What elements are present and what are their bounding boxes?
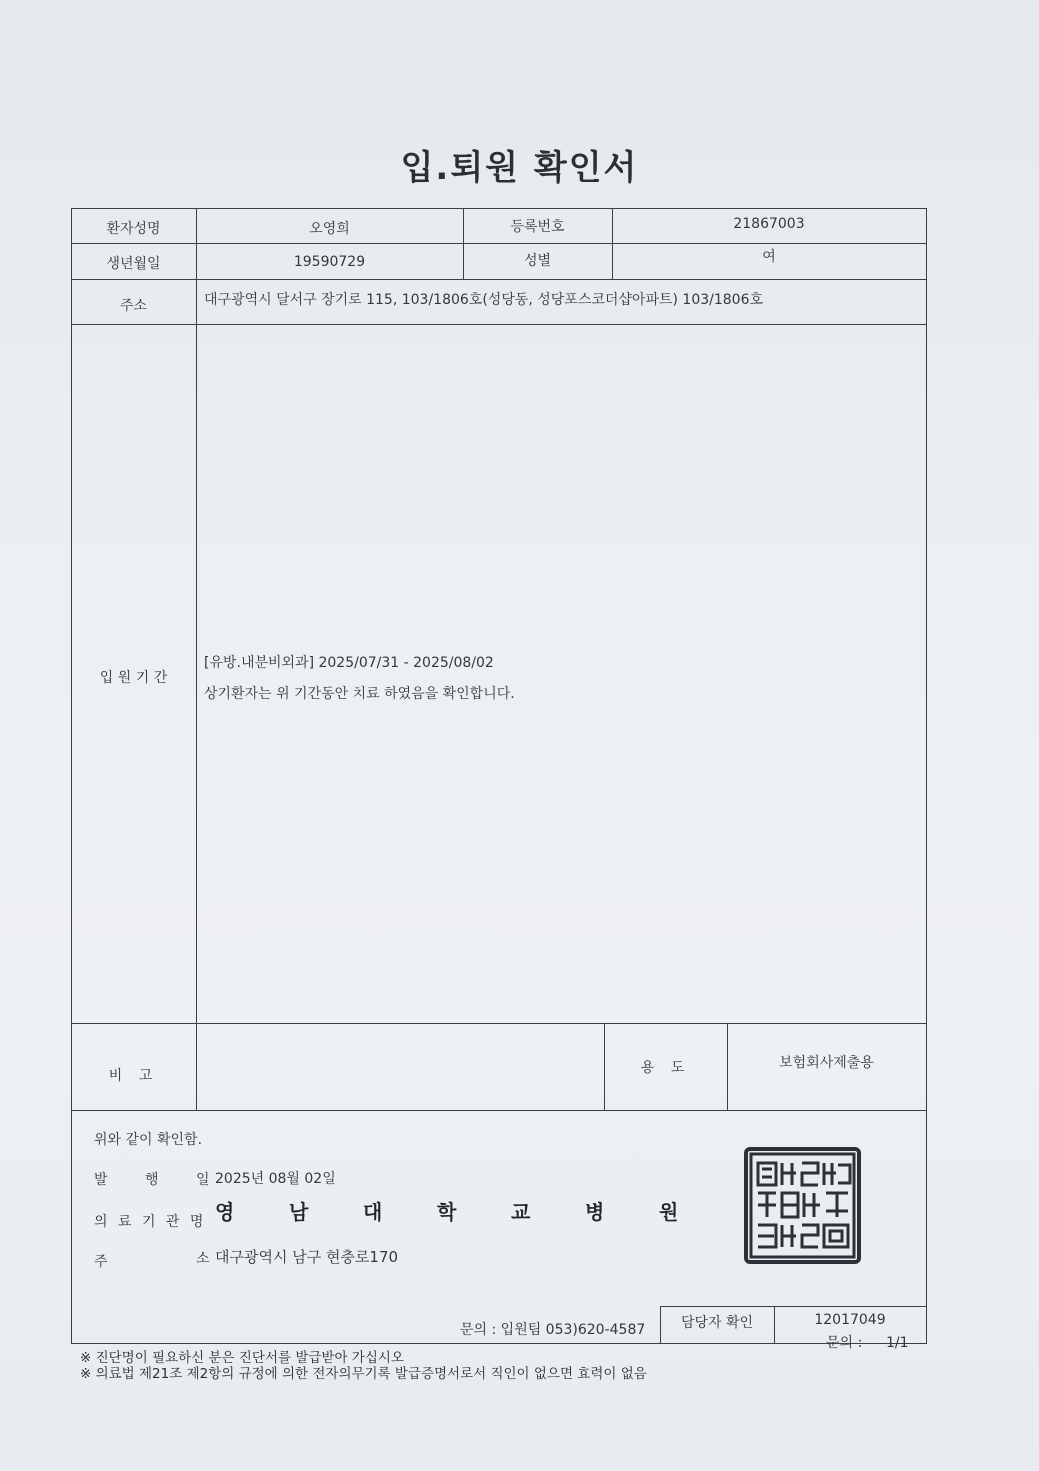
- footnote-1: ※ 진단명이 필요하신 분은 진단서를 발급받아 가십시오: [80, 1350, 404, 1366]
- issue-date-label-1: 발: [94, 1172, 108, 1188]
- purpose-value: 보험회사제출용: [779, 1055, 874, 1071]
- institution-label: 의 료 기 관 명: [94, 1214, 207, 1230]
- stay-period-line: [유방.내분비외과] 2025/07/31 - 2025/08/02: [204, 655, 494, 671]
- sex-value: 여: [762, 249, 776, 265]
- row-divider: [71, 324, 926, 325]
- patient-name-value: 오영희: [309, 220, 350, 237]
- document-title: 입.퇴원 확인서: [400, 148, 639, 188]
- page-number: 1/1: [886, 1335, 909, 1351]
- purpose-label: 용 도: [640, 1060, 691, 1076]
- patient-name-label: 환자성명: [106, 220, 161, 237]
- hospital-char: 대: [363, 1200, 383, 1224]
- issue-date-label-3: 일: [196, 1172, 210, 1188]
- hospital-char: 남: [289, 1200, 309, 1224]
- hospital-char: 병: [585, 1200, 605, 1224]
- official-seal: [744, 1147, 861, 1264]
- registration-number-label: 등록번호: [510, 218, 565, 235]
- birth-date-value: 19590729: [293, 254, 366, 270]
- address-value: 대구광역시 달서구 장기로 115, 103/1806호(성당동, 성당포스코더샵아파트) 103/1806호: [204, 292, 764, 308]
- seal-glyphs-icon: [748, 1151, 857, 1260]
- hospital-address: 대구광역시 남구 현충로170: [215, 1248, 399, 1266]
- remarks-label: 비 고: [108, 1068, 159, 1084]
- col-divider: [196, 208, 197, 1110]
- hospital-name: [215, 1196, 733, 1225]
- confirm-text: 위와 같이 확인함.: [94, 1132, 203, 1148]
- row-divider: [71, 1110, 926, 1111]
- hospital-char: 영: [215, 1200, 235, 1224]
- footnote-2: ※ 의료법 제21조 제2항의 규정에 의한 전자의무기록 발급증명서로서 직인이 없으면 효력이 없음: [80, 1366, 647, 1382]
- remarks-value: [196, 1030, 604, 1100]
- issue-date-label-2: 행: [145, 1172, 159, 1188]
- row-divider: [71, 1023, 926, 1024]
- inquiry-text: 문의 : 입원팀 053)620-4587: [460, 1322, 646, 1338]
- sex-label: 성별: [523, 253, 552, 269]
- address-label: 주소: [119, 298, 148, 314]
- staff-confirm-value: 12017049: [814, 1312, 886, 1328]
- hospital-char: 학: [437, 1200, 457, 1224]
- hospital-char: 원: [659, 1200, 679, 1224]
- address-label-2: 소: [196, 1251, 210, 1267]
- stay-statement: 상기환자는 위 기간동안 치료 하였음을 확인합니다.: [204, 686, 515, 702]
- issue-date-value: 2025년 08월 02일: [215, 1171, 336, 1187]
- stay-period-label: 입 원 기 간: [99, 670, 168, 686]
- address-label-1: 주: [94, 1254, 108, 1270]
- hospital-char: 교: [511, 1200, 531, 1224]
- staff-confirm-label: 담당자 확인: [680, 1315, 754, 1331]
- inquiry-short: 문의 :: [826, 1335, 863, 1351]
- registration-number-value: 21867003: [733, 215, 805, 232]
- birth-date-label: 생년월일: [106, 256, 161, 272]
- stay-period-content: [204, 648, 515, 710]
